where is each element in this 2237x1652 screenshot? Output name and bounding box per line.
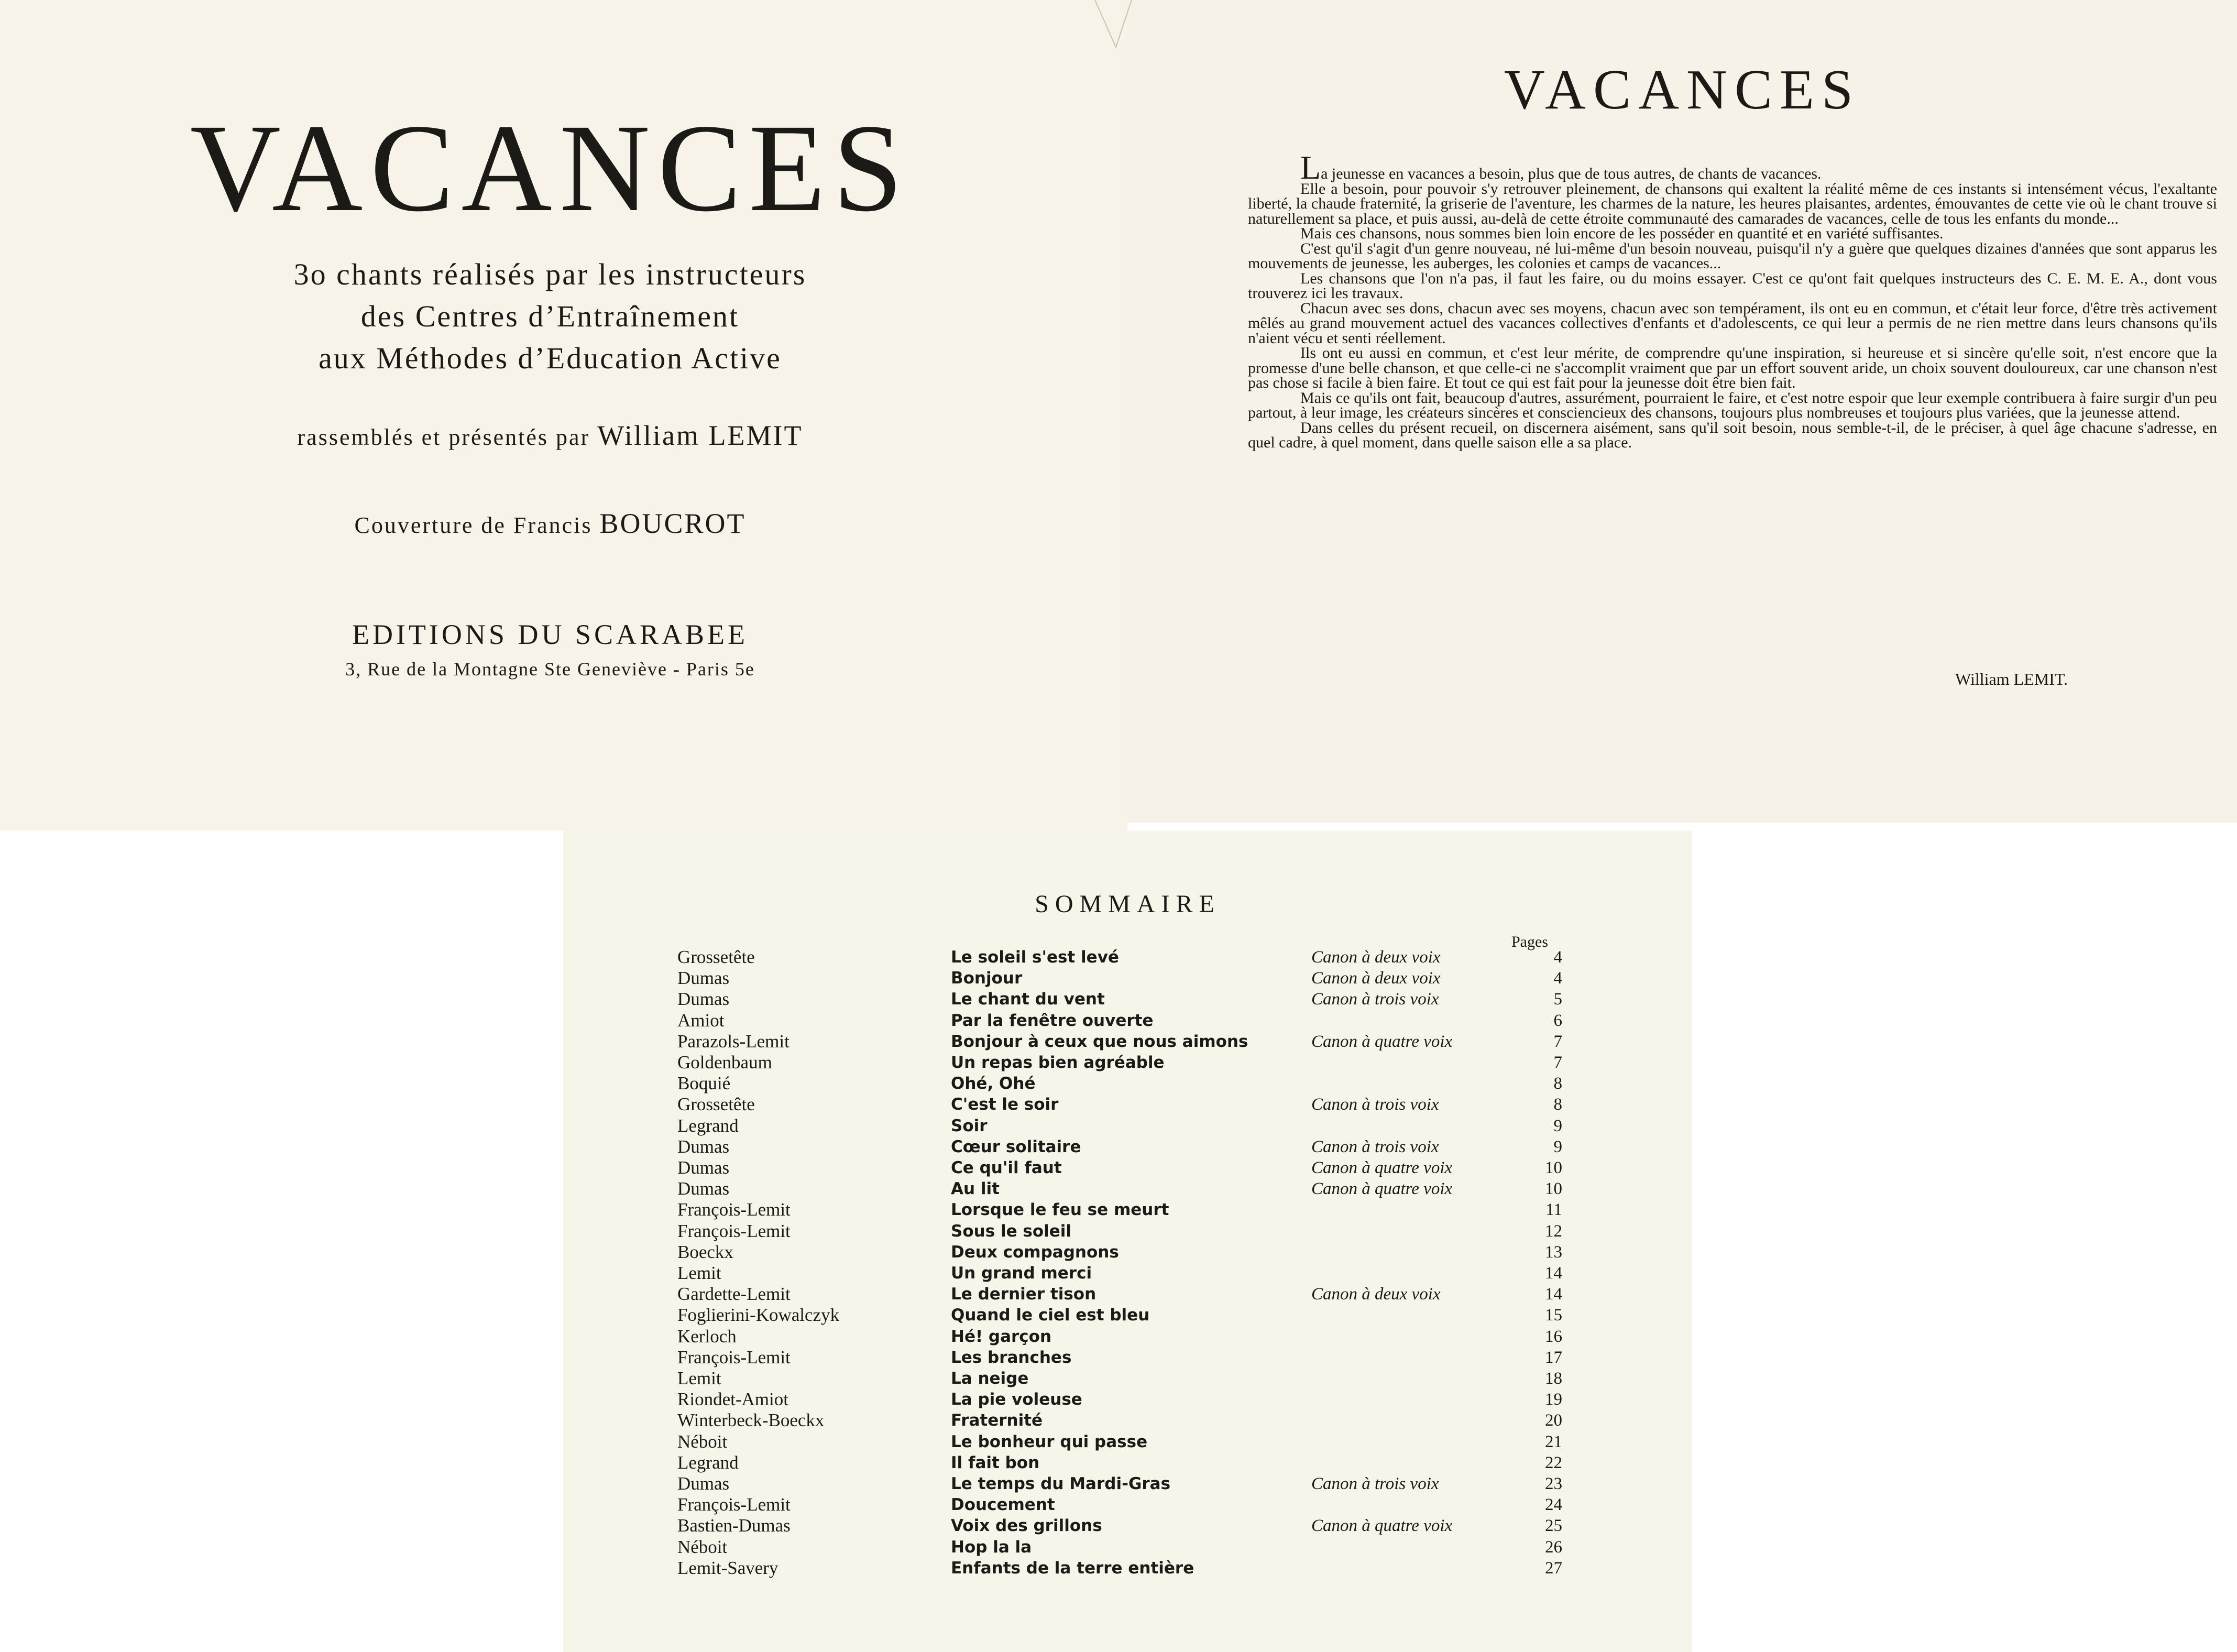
- contents-page: 10: [1545, 1158, 1562, 1177]
- contents-song: Les branches: [951, 1348, 1072, 1367]
- contents-title: SOMMAIRE: [1035, 890, 1221, 918]
- contents-row: [563, 1347, 1692, 1368]
- pages-column-header: Pages: [1511, 933, 1548, 950]
- contents-author: Dumas: [677, 1136, 730, 1157]
- contents-page: 26: [1545, 1537, 1562, 1557]
- contents-song: Hé! garçon: [951, 1327, 1052, 1346]
- preface-signature: William LEMIT.: [1955, 670, 2068, 688]
- contents-page: 17: [1545, 1348, 1562, 1367]
- contents-author: François-Lemit: [677, 1494, 791, 1515]
- contents-author: Winterbeck-Boeckx: [677, 1410, 825, 1431]
- contents-row: [563, 1031, 1692, 1052]
- contents-row: [563, 1326, 1692, 1347]
- contents-row: [563, 1073, 1692, 1094]
- contents-row: [563, 1537, 1692, 1558]
- contents-page: 7: [1553, 1053, 1562, 1072]
- contents-author: Kerloch: [677, 1326, 737, 1347]
- presented-by-prefix: rassemblés et présentés par: [297, 424, 590, 450]
- contents-page: 22: [1545, 1453, 1562, 1472]
- cover-page: [0, 0, 1127, 830]
- preface-dropcap: L: [1300, 149, 1321, 186]
- publisher-address: 3, Rue de la Montagne Ste Geneviève - Paris 5e: [345, 659, 755, 680]
- contents-row: [563, 1494, 1692, 1515]
- preface-paragraph: C'est qu'il s'agit d'un genre nouveau, né lui-même d'un besoin nouveau, puisqu'il n'y a guère que quelques dizaines d'années que sont apparus les mouvements de jeunesse, les auberges, les colonies et camps de vacances...: [1248, 239, 2217, 272]
- contents-song: Le dernier tison: [951, 1285, 1096, 1304]
- contents-author: Foglierini-Kowalczyk: [677, 1305, 840, 1326]
- contents-row: [563, 1263, 1692, 1284]
- contents-page: 24: [1545, 1495, 1562, 1515]
- preface-page: [1127, 0, 2237, 823]
- contents-author: Bastien-Dumas: [677, 1515, 791, 1536]
- contents-song: Fraternité: [951, 1411, 1043, 1430]
- contents-canon: Canon à deux voix: [1311, 969, 1441, 988]
- preface-paragraph: Chacun avec ses dons, chacun avec ses moyens, chacun avec son tempérament, ils ont eu en commun, et c'était leur force, d'être très activement mêlés au grand mouvement actuel des vacances collectives d'enfants et d'adolescents, ce qui leur a permis de ne rien mettre dans leurs chansons qu'ils n'aient vécu et senti réellement.: [1248, 299, 2217, 347]
- contents-canon: Canon à trois voix: [1311, 990, 1439, 1009]
- contents-row: [563, 989, 1692, 1010]
- contents-author: Legrand: [677, 1115, 739, 1136]
- presented-by-name: William LEMIT: [597, 420, 803, 451]
- preface-paragraph: Ils ont eu aussi en commun, et c'est leur mérite, de comprendre qu'une inspiration, si heureuse et si sincère qu'elle soit, n'est encore que la promesse d'une belle chanson, et que celle-ci ne s'accomplit vraiment que par un effort souvent aride, un choix souvent douloureux, car une chanson n'est pas chose si facile à bien faire. Et tout ce qui est fait pour la jeunesse doit être bien fait.: [1248, 344, 2217, 391]
- contents-song: Sous le soleil: [951, 1221, 1072, 1241]
- contents-song: Le bonheur qui passe: [951, 1432, 1148, 1451]
- contents-row: [563, 1284, 1692, 1305]
- contents-page: 8: [1553, 1074, 1562, 1093]
- contents-page: 9: [1553, 1137, 1562, 1156]
- contents-page: 14: [1545, 1285, 1562, 1304]
- presented-by: [0, 419, 1100, 452]
- contents-row: [563, 1389, 1692, 1410]
- contents-page: 4: [1553, 969, 1562, 988]
- contents-row: [563, 1115, 1692, 1136]
- contents-song: Enfants de la terre entière: [951, 1558, 1194, 1578]
- cover-subtitle-line-1: 3o chants réalisés par les instructeurs: [293, 257, 807, 291]
- contents-author: Dumas: [677, 989, 730, 1010]
- contents-canon: Canon à deux voix: [1311, 948, 1441, 967]
- contents-row: [563, 1221, 1692, 1242]
- contents-page: 7: [1553, 1032, 1562, 1051]
- contents-page: 21: [1545, 1432, 1562, 1451]
- contents-row: [563, 1473, 1692, 1494]
- contents-author: Goldenbaum: [677, 1052, 772, 1073]
- contents-row: [563, 1368, 1692, 1389]
- contents-row: [563, 1178, 1692, 1199]
- contents-canon: Canon à quatre voix: [1311, 1158, 1453, 1177]
- contents-row: [563, 1094, 1692, 1115]
- contents-page: [563, 830, 1692, 1652]
- contents-song: Le temps du Mardi-Gras: [951, 1474, 1171, 1493]
- contents-song: Hop la la: [951, 1537, 1032, 1557]
- contents-row: [563, 1010, 1692, 1031]
- contents-song: Ohé, Ohé: [951, 1074, 1036, 1093]
- contents-author: Boquié: [677, 1073, 731, 1094]
- contents-author: Dumas: [677, 1178, 730, 1199]
- contents-song: Il fait bon: [951, 1453, 1040, 1472]
- contents-song: Au lit: [951, 1179, 1000, 1199]
- contents-canon: Canon à quatre voix: [1311, 1516, 1453, 1536]
- contents-author: Lemit-Savery: [677, 1557, 778, 1578]
- contents-row: [563, 968, 1692, 989]
- preface-title: VACANCES: [1504, 59, 1861, 121]
- preface-paragraph: Les chansons que l'on n'a pas, il faut les faire, ou du moins essayer. C'est ce qu'ont fait quelques instructeurs des C. E. M. E. A., dont vous trouverez ici les travaux.: [1248, 269, 2217, 302]
- contents-author: Parazols-Lemit: [677, 1031, 789, 1052]
- contents-song: Lorsque le feu se meurt: [951, 1200, 1169, 1220]
- preface-body: [1248, 149, 2217, 451]
- contents-song: Le soleil s'est levé: [951, 948, 1119, 967]
- contents-canon: Canon à trois voix: [1311, 1137, 1439, 1156]
- contents-canon: Canon à quatre voix: [1311, 1179, 1453, 1199]
- contents-page: 12: [1545, 1221, 1562, 1241]
- cover-credit-prefix: Couverture de Francis: [354, 512, 593, 538]
- contents-author: Riondet-Amiot: [677, 1389, 788, 1410]
- contents-page: 13: [1545, 1242, 1562, 1262]
- contents-song: Doucement: [951, 1495, 1055, 1515]
- contents-page: 14: [1545, 1264, 1562, 1283]
- preface-paragraph: Mais ces chansons, nous sommes bien loin encore de les posséder en quantité et en variété suffisantes.: [1300, 225, 1944, 242]
- contents-song: Soir: [951, 1116, 988, 1135]
- contents-page: 5: [1553, 990, 1562, 1009]
- contents-song: Bonjour à ceux que nous aimons: [951, 1032, 1248, 1051]
- contents-author: Grossetête: [677, 1094, 755, 1115]
- contents-row: [563, 1052, 1692, 1073]
- preface-paragraph: Mais ce qu'ils ont fait, beaucoup d'autres, assurément, pourraient le faire, et c'est notre espoir que leur exemple contribuera à faire surgir d'un peu partout, à leur image, les créateurs sincères et consciencieux des chansons, toujours plus nombreuses et toujours plus variées, que la jeunesse attend.: [1248, 389, 2217, 421]
- contents-author: Néboit: [677, 1536, 728, 1557]
- cover-title: VACANCES: [190, 98, 911, 237]
- contents-page: 27: [1545, 1558, 1562, 1578]
- contents-song: Bonjour: [951, 969, 1023, 988]
- cover-subtitle-line-2: des Centres d’Entraînement: [360, 299, 740, 333]
- contents-song: Deux compagnons: [951, 1242, 1119, 1262]
- cover-credit: [0, 507, 1100, 540]
- contents-page: 20: [1545, 1411, 1562, 1430]
- contents-author: Gardette-Lemit: [677, 1284, 791, 1305]
- contents-author: Lemit: [677, 1263, 721, 1283]
- preface-paragraph: Dans celles du présent recueil, on discernera aisément, sans qu'il soit besoin, nous semble-t-il, de le préciser, à quel âge chacune s'adresse, en quel cadre, à quel moment, dans quelle saison elle a sa place.: [1248, 419, 2217, 451]
- page-crease-mark: [1090, 0, 1137, 58]
- contents-row: [563, 1431, 1692, 1452]
- contents-page: 16: [1545, 1327, 1562, 1346]
- contents-page: 11: [1545, 1200, 1562, 1220]
- contents-author: Dumas: [677, 1157, 730, 1178]
- contents-page: 9: [1553, 1116, 1562, 1135]
- contents-author: Dumas: [677, 1473, 730, 1494]
- contents-song: Ce qu'il faut: [951, 1158, 1062, 1177]
- contents-author: Dumas: [677, 968, 730, 989]
- contents-page: 4: [1553, 948, 1562, 967]
- publisher: EDITIONS DU SCARABEE: [352, 619, 748, 650]
- contents-row: [563, 1515, 1692, 1536]
- contents-author: François-Lemit: [677, 1347, 791, 1367]
- contents-song: La pie voleuse: [951, 1390, 1082, 1409]
- contents-song: Un grand merci: [951, 1264, 1092, 1283]
- contents-row: [563, 1452, 1692, 1473]
- contents-author: François-Lemit: [677, 1220, 791, 1241]
- preface-paragraph: Elle a besoin, pour pouvoir s'y retrouver pleinement, de chansons qui exaltent la réalité même de ces instants si intensément vécus, l'exaltante liberté, la chaude fraternité, la griserie de l'aventure, les charmes de la nature, les heures plaisantes, ardentes, émouvantes de cette vie où le chant trouve si naturellement sa place, et puis aussi, au-delà de cette étroite communauté des camarades de vacances, celle de tous les enfants du monde...: [1248, 180, 2217, 227]
- cover-subtitle-line-3: aux Méthodes d’Education Active: [319, 341, 782, 375]
- contents-author: Lemit: [677, 1368, 721, 1388]
- contents-row: [563, 1199, 1692, 1220]
- contents-page: 25: [1545, 1516, 1562, 1536]
- contents-row: [563, 947, 1692, 968]
- contents-song: Par la fenêtre ouverte: [951, 1011, 1154, 1030]
- contents-row: [563, 1305, 1692, 1326]
- contents-song: La neige: [951, 1369, 1029, 1388]
- contents-song: C'est le soir: [951, 1095, 1059, 1114]
- contents-author: Boeckx: [677, 1241, 733, 1262]
- contents-row: [563, 1157, 1692, 1178]
- contents-author: Néboit: [677, 1431, 728, 1452]
- contents-row: [563, 1558, 1692, 1579]
- contents-song: Cœur solitaire: [951, 1137, 1081, 1156]
- contents-author: Legrand: [677, 1452, 739, 1473]
- contents-page: 23: [1545, 1474, 1562, 1493]
- contents-page: 18: [1545, 1369, 1562, 1388]
- contents-canon: Canon à trois voix: [1311, 1474, 1439, 1493]
- cover-credit-name: BOUCROT: [599, 508, 746, 539]
- contents-page: 19: [1545, 1390, 1562, 1409]
- contents-row: [563, 1242, 1692, 1263]
- preface-paragraph-text: a jeunesse en vacances a besoin, plus que de tous autres, de chants de vacances.: [1321, 165, 1822, 182]
- contents-author: François-Lemit: [677, 1199, 791, 1220]
- contents-song: Voix des grillons: [951, 1516, 1102, 1536]
- contents-canon: Canon à deux voix: [1311, 1285, 1441, 1304]
- contents-page: 6: [1553, 1011, 1562, 1030]
- preface-paragraph: [1248, 149, 2217, 186]
- contents-canon: Canon à quatre voix: [1311, 1032, 1453, 1051]
- contents-page: 10: [1545, 1179, 1562, 1199]
- contents-canon: Canon à trois voix: [1311, 1095, 1439, 1114]
- contents-row: [563, 1136, 1692, 1157]
- contents-page: 8: [1553, 1095, 1562, 1114]
- contents-song: Un repas bien agréable: [951, 1053, 1165, 1072]
- contents-song: Le chant du vent: [951, 990, 1105, 1009]
- contents-author: Amiot: [677, 1010, 725, 1031]
- contents-page: 15: [1545, 1306, 1562, 1325]
- contents-row: [563, 1410, 1692, 1431]
- contents-author: Grossetête: [677, 947, 755, 967]
- contents-song: Quand le ciel est bleu: [951, 1306, 1150, 1325]
